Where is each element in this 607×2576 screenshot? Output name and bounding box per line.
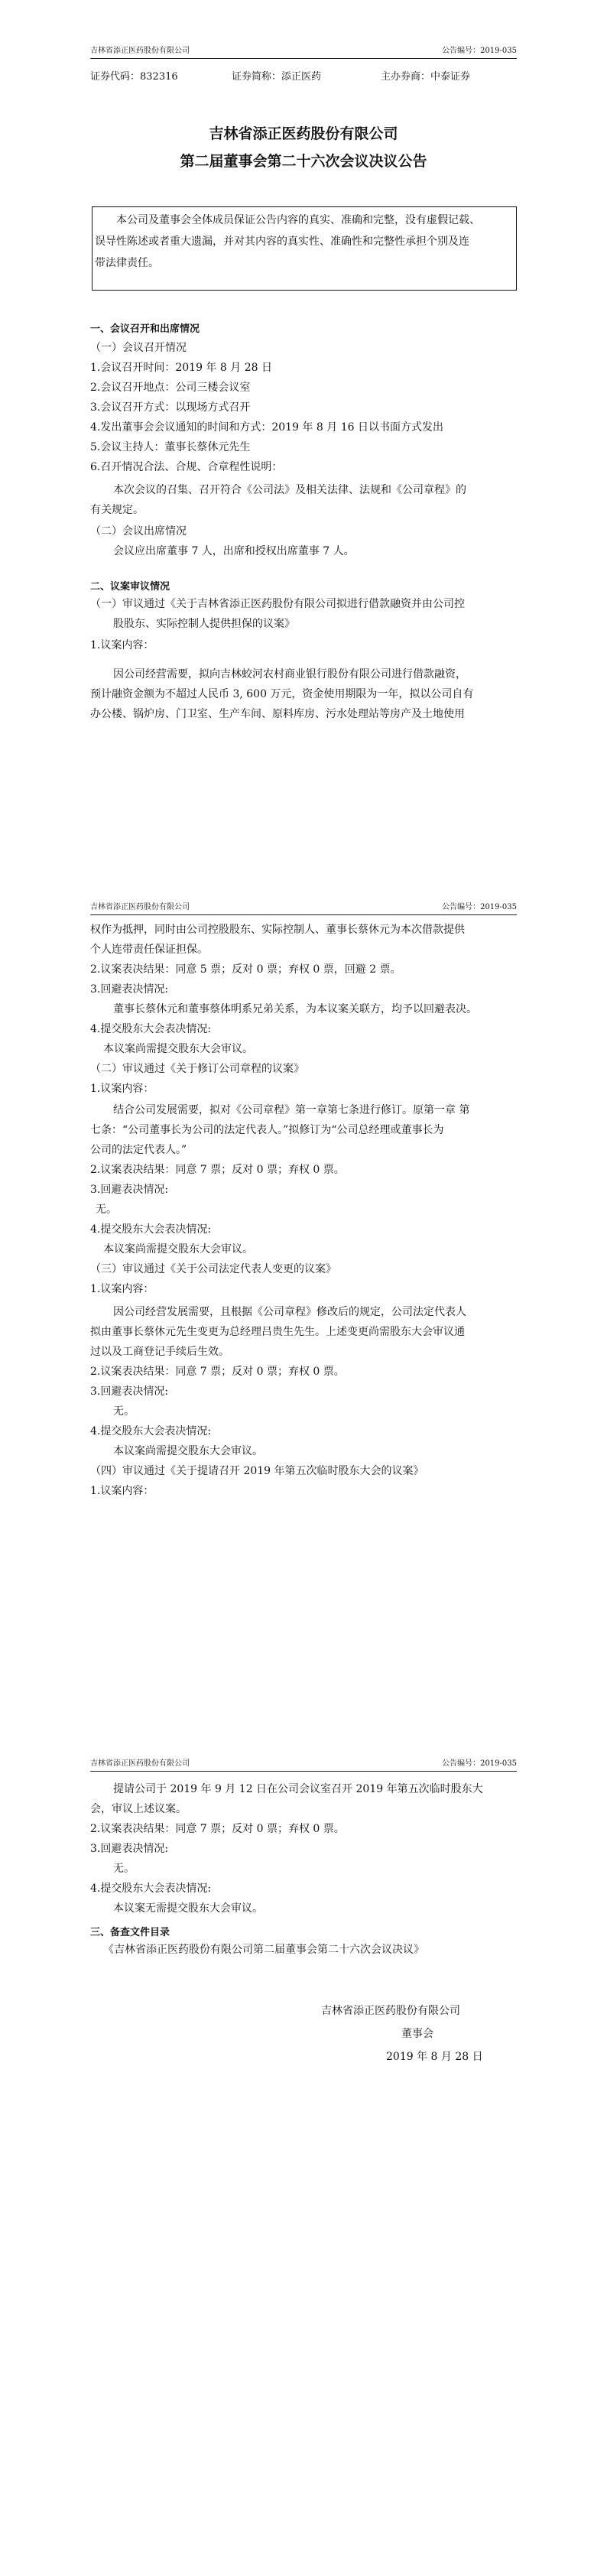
page-3 <box>0 1759 607 2576</box>
motion-4-avoid: 无。 <box>113 1863 135 1875</box>
motion-2-title: （二）审议通过《关于修订公司章程的议案》 <box>90 1063 304 1075</box>
motion-1-content-label: 1.议案内容： <box>90 639 154 651</box>
section-3-heading: 三、备查文件目录 <box>90 1927 170 1938</box>
motion-1-submit-label: 4.提交股东大会表决情况: <box>90 1023 212 1035</box>
meeting-method: 3.会议召开方式：以现场方式召开 <box>90 401 251 414</box>
motion-3-avoid-label: 3.回避表决情况: <box>90 1385 169 1398</box>
legality-line-1: 本次会议的召集、召开符合《公司法》及相关法律、法规和《公司章程》的 <box>113 484 466 496</box>
motion-3-body-line-1: 因公司经营发展需要，且根据《公司章程》修改后的规定，公司法定代表人 <box>113 1306 466 1318</box>
sponsor-broker: 主办券商：中泰证券 <box>381 71 471 83</box>
section-2-heading: 二、议案审议情况 <box>90 581 170 593</box>
motion-1-avoid: 董事长蔡休元和董事蔡体明系兄弟关系，为本议案关联方，均予以回避表决。 <box>113 1003 477 1015</box>
security-code: 证券代码：832316 <box>90 71 178 83</box>
header-company: 吉林省添正医药股份有限公司 <box>90 903 190 911</box>
header-company: 吉林省添正医药股份有限公司 <box>90 47 190 55</box>
motion-1-submit: 本议案尚需提交股东大会审议。 <box>103 1043 253 1055</box>
motion-2-vote: 2.议案表决结果：同意 7 票；反对 0 票；弃权 0 票。 <box>90 1164 345 1176</box>
header-company: 吉林省添正医药股份有限公司 <box>90 1759 190 1768</box>
motion-3-title: （三）审议通过《关于公司法定代表人变更的议案》 <box>90 1263 336 1275</box>
motion-1-body-line-3: 办公楼、锅炉房、门卫室、生产车间、原料库房、污水处理站等房产及土地使用 <box>90 708 465 720</box>
motion-2-body-line-3: 公司的法定代表人。” <box>90 1144 187 1156</box>
signature-date: 2019 年 8 月 28 日 <box>386 2051 483 2063</box>
motion-4-vote: 2.议案表决结果：同意 7 票；反对 0 票；弃权 0 票。 <box>90 1823 345 1835</box>
motion-3-body-line-2: 拟由董事长蔡休元先生变更为总经理吕贵生先生。上述变更尚需股东大会审议通 <box>90 1326 465 1338</box>
motion-3-vote: 2.议案表决结果：同意 7 票；反对 0 票；弃权 0 票。 <box>90 1366 345 1378</box>
motion-1-body-line-5: 个人连带责任保证担保。 <box>90 944 208 956</box>
motion-1-body-line-4: 权作为抵押，同时由公司控股股东、实际控制人、董事长蔡休元为本次借款提供 <box>90 924 465 936</box>
section-1-sub-1: （一）会议召开情况 <box>90 342 187 354</box>
signature-company: 吉林省添正医药股份有限公司 <box>321 2005 460 2017</box>
page-1 <box>0 0 607 902</box>
header-notice-number: 公告编号：2019-035 <box>442 903 517 911</box>
motion-2-avoid-label: 3.回避表决情况: <box>90 1184 169 1196</box>
meeting-time: 1.会议召开时间：2019 年 8 月 28 日 <box>90 362 272 374</box>
announcement-title: 第二届董事会第二十六次会议决议公告 <box>180 153 427 170</box>
motion-2-body-line-1: 结合公司发展需要，拟对《公司章程》第一章第七条进行修订。原第一章 第 <box>113 1104 470 1116</box>
signature-board: 董事会 <box>401 2028 433 2040</box>
motion-2-avoid: 无。 <box>96 1204 117 1216</box>
header-notice-number: 公告编号：2019-035 <box>442 1759 517 1768</box>
motion-1-title-line-1: （一）审议通过《关于吉林省添正医药股份有限公司拟进行借款融资并由公司控 <box>90 598 465 610</box>
motion-2-body-line-2: 七条：“公司董事长为公司的法定代表人。”拟修订为“公司总经理或董事长为 <box>90 1124 444 1136</box>
section-1-heading: 一、会议召开和出席情况 <box>90 323 200 335</box>
company-title: 吉林省添正医药股份有限公司 <box>209 125 398 142</box>
motion-4-submit-label: 4.提交股东大会表决情况: <box>90 1882 212 1895</box>
motion-3-submit: 本议案尚需提交股东大会审议。 <box>113 1445 263 1457</box>
motion-2-submit: 本议案尚需提交股东大会审议。 <box>103 1243 253 1256</box>
motion-1-avoid-label: 3.回避表决情况: <box>90 983 169 996</box>
motion-3-body-line-3: 过以及工商登记手续后生效。 <box>90 1346 229 1358</box>
motion-3-content-label: 1.议案内容： <box>90 1283 154 1295</box>
running-header <box>90 46 517 59</box>
running-header <box>90 1759 517 1772</box>
motion-4-submit: 本议案无需提交股东大会审议。 <box>113 1902 263 1915</box>
motion-2-content-label: 1.议案内容： <box>90 1083 154 1095</box>
motion-3-submit-label: 4.提交股东大会表决情况: <box>90 1425 212 1437</box>
security-short-name: 证券简称：添正医药 <box>232 71 322 83</box>
motion-1-vote: 2.议案表决结果：同意 5 票；反对 0 票；弃权 0 票，回避 2 票。 <box>90 963 401 976</box>
motion-1-body-line-2: 预计融资金额为不超过人民币 3, 600 万元，资金使用期限为一年，拟以公司自有 <box>90 688 474 700</box>
reference-document: 《吉林省添正医药股份有限公司第二届董事会第二十六次会议决议》 <box>103 1944 424 1956</box>
motion-1-body-line-1: 因公司经营需要，拟向吉林蛟河农村商业银行股份有限公司进行借款融资， <box>113 668 466 681</box>
disclaimer-line-3: 带法律责任。 <box>95 257 159 269</box>
page-2 <box>0 902 607 1759</box>
motion-3-avoid: 无。 <box>113 1405 135 1418</box>
motion-4-body-line-2: 会，审议上述议案。 <box>90 1803 187 1815</box>
motion-2-submit-label: 4.提交股东大会表决情况: <box>90 1223 212 1236</box>
section-1-sub-2: （二）会议出席情况 <box>90 525 187 538</box>
motion-1-title-line-2: 股股东、实际控制人提供担保的议案》 <box>113 618 295 630</box>
legality-line-2: 有关规定。 <box>90 504 144 516</box>
motion-4-title: （四）审议通过《关于提请召开 2019 年第五次临时股东大会的议案》 <box>90 1465 424 1477</box>
notice-time-method: 4.发出董事会会议通知的时间和方式：2019 年 8 月 16 日以书面方式发出 <box>90 421 443 434</box>
motion-4-avoid-label: 3.回避表决情况: <box>90 1843 169 1855</box>
header-notice-number: 公告编号：2019-035 <box>442 47 517 55</box>
attendance: 会议应出席董事 7 人，出席和授权出席董事 7 人。 <box>113 545 355 557</box>
running-header <box>90 902 517 915</box>
meeting-host: 5.会议主持人：董事长蔡休元先生 <box>90 441 251 453</box>
legality-label: 6.召开情况合法、合规、合章程性说明： <box>90 461 283 473</box>
disclaimer-line-1: 本公司及董事会全体成员保证公告内容的真实、准确和完整，没有虚假记载、 <box>116 214 480 226</box>
meeting-location: 2.会议召开地点：公司三楼会议室 <box>90 382 251 394</box>
disclaimer-line-2: 误导性陈述或者重大遗漏，并对其内容的真实性、准确性和完整性承担个别及连 <box>95 236 469 248</box>
motion-4-body-line-1: 提请公司于 2019 年 9 月 12 日在公司会议室召开 2019 年第五次临时股东大 <box>113 1783 483 1795</box>
motion-4-content-label: 1.议案内容： <box>90 1485 154 1497</box>
